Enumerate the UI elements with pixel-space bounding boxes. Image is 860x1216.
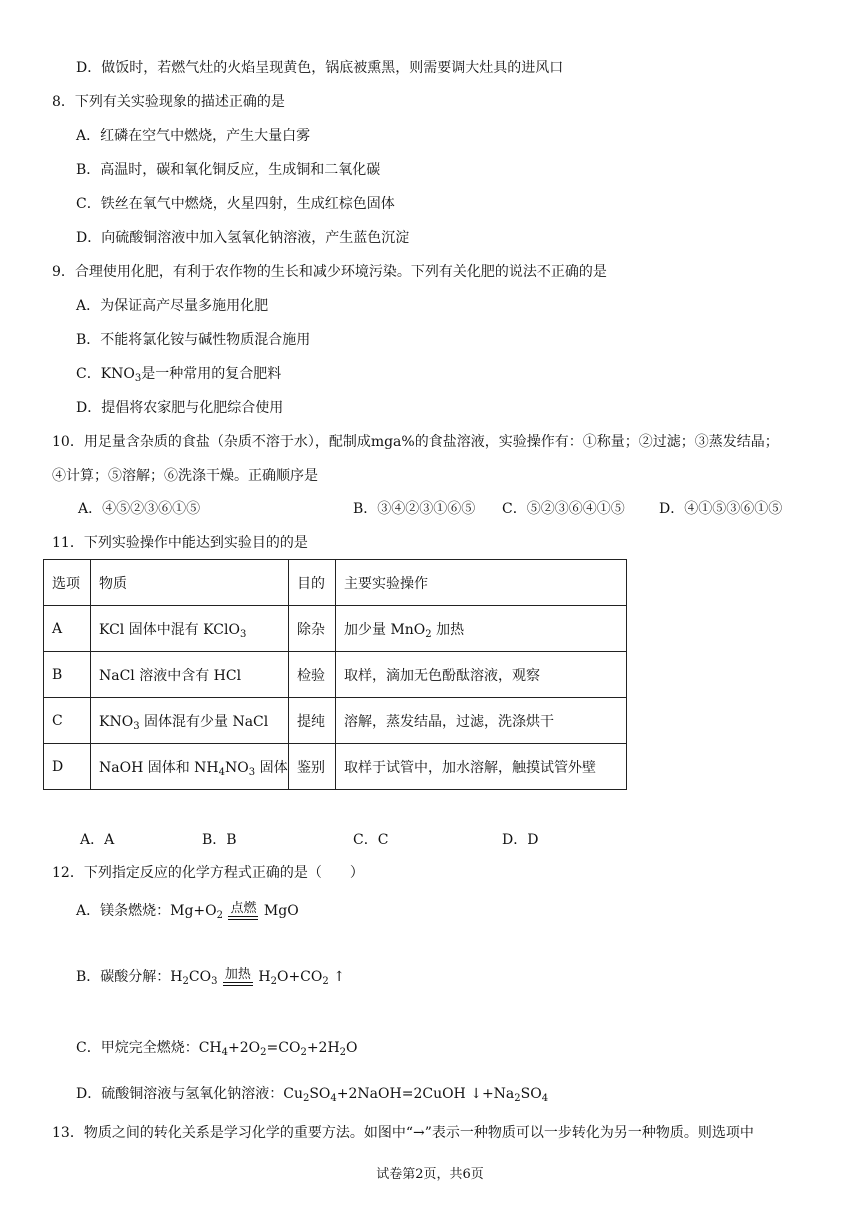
- header-option: 选项: [44, 560, 91, 606]
- row-option: C: [44, 698, 91, 744]
- q12-option-d: D．硫酸铜溶液与氢氧化钠溶液：$Cu_2SO_4+2NaOH=2CuOH$ $↓+Na_2SO_4$: [76, 1086, 549, 1104]
- question-10-line2: ④计算；⑤溶解；⑥洗涤干燥。正确顺序是: [52, 468, 318, 484]
- q8-option-c: C．铁丝在氧气中燃烧，火星四射，生成红棕色固体: [76, 196, 395, 212]
- page-footer: 试卷第2页，共6页: [376, 1167, 484, 1182]
- table-row: [44, 698, 627, 744]
- q11-option-c: C．C: [353, 832, 389, 848]
- q12-option-c: C．甲烷完全燃烧：$CH_4+2O_2=CO_2+2H_2O$: [76, 1040, 358, 1058]
- question-11: 11．下列实验操作中能达到实验目的的是: [52, 535, 308, 551]
- row-substance: NaCl 溶液中含有 HCl: [91, 652, 289, 698]
- reaction-condition: 加热: [223, 968, 253, 986]
- q9-option-a: A．为保证高产尽量多施用化肥: [76, 298, 269, 314]
- header-purpose: 目的: [289, 560, 336, 606]
- row-substance: NaOH 固体和 $NH_4NO_3$ 固体: [91, 744, 289, 790]
- q8-option-a: A．红磷在空气中燃烧，产生大量白雾: [76, 128, 311, 144]
- q11-option-b: B．B: [202, 832, 237, 848]
- question-8: 8．下列有关实验现象的描述正确的是: [52, 94, 285, 110]
- q8-option-b: B．高温时，碳和氧化铜反应，生成铜和二氧化碳: [76, 162, 381, 178]
- q9-option-c: C．$KNO_3$是一种常用的复合肥料: [76, 366, 282, 384]
- table-row: [44, 652, 627, 698]
- row-purpose: 提纯: [289, 698, 336, 744]
- q8-option-d: D．向硫酸铜溶液中加入氢氧化钠溶液，产生蓝色沉淀: [76, 230, 410, 246]
- row-operation: 取样于试管中，加水溶解，触摸试管外壁: [336, 744, 627, 790]
- reaction-condition: 点燃: [228, 902, 258, 920]
- q9-option-b: B．不能将氯化铵与碱性物质混合施用: [76, 332, 311, 348]
- q7-option-d: D．做饭时，若燃气灶的火焰呈现黄色，锅底被熏黑，则需要调大灶具的进风口: [76, 60, 564, 76]
- table-header-row: [44, 560, 627, 606]
- table-row: [44, 744, 627, 790]
- question-10-line1: 10．用足量含杂质的食盐（杂质不溶于水），配制成mga%的食盐溶液，实验操作有：①称量；②过滤；③蒸发结晶；: [52, 434, 779, 450]
- row-option: B: [44, 652, 91, 698]
- question-9: 9．合理使用化肥，有利于农作物的生长和减少环境污染。下列有关化肥的说法不正确的是: [52, 264, 607, 280]
- table-row: [44, 606, 627, 652]
- row-substance: KCl 固体中混有 KClO$_3$: [91, 606, 289, 652]
- question-13: 13．物质之间的转化关系是学习化学的重要方法。如图中“→”表示一种物质可以一步转化为另一种物质。则选项中: [52, 1125, 754, 1141]
- q11-option-a: A．A: [80, 832, 115, 848]
- row-operation: 溶解，蒸发结晶，过滤，洗涤烘干: [336, 698, 627, 744]
- row-substance: $KNO_3$ 固体混有少量 NaCl: [91, 698, 289, 744]
- q12-option-a: A．镁条燃烧：$Mg+O_2$ 点燃 MgO: [76, 901, 299, 921]
- row-operation: 加少量 MnO$_2$ 加热: [336, 606, 627, 652]
- row-option: D: [44, 744, 91, 790]
- q9-option-d: D．提倡将农家肥与化肥综合使用: [76, 400, 284, 416]
- experiment-table: [43, 559, 627, 790]
- header-operation: 主要实验操作: [336, 560, 627, 606]
- row-operation: 取样，滴加无色酚酞溶液，观察: [336, 652, 627, 698]
- q10-option-a: A．④⑤②③⑥①⑤: [78, 501, 201, 517]
- q10-option-c: C．⑤②③⑥④①⑤: [502, 501, 625, 517]
- question-12: 12．下列指定反应的化学方程式正确的是（ ）: [52, 865, 364, 881]
- row-purpose: 检验: [289, 652, 336, 698]
- q10-option-d: D．④①⑤③⑥①⑤: [659, 501, 783, 517]
- q11-option-d: D．D: [502, 832, 539, 848]
- row-purpose: 除杂: [289, 606, 336, 652]
- row-purpose: 鉴别: [289, 744, 336, 790]
- row-option: A: [44, 606, 91, 652]
- header-substance: 物质: [91, 560, 289, 606]
- q12-option-b: B．碳酸分解：$H_2CO_3$ 加热 $H_2O+CO_2$ ↑: [76, 967, 345, 987]
- q10-option-b: B．③④②③①⑥⑤: [353, 501, 476, 517]
